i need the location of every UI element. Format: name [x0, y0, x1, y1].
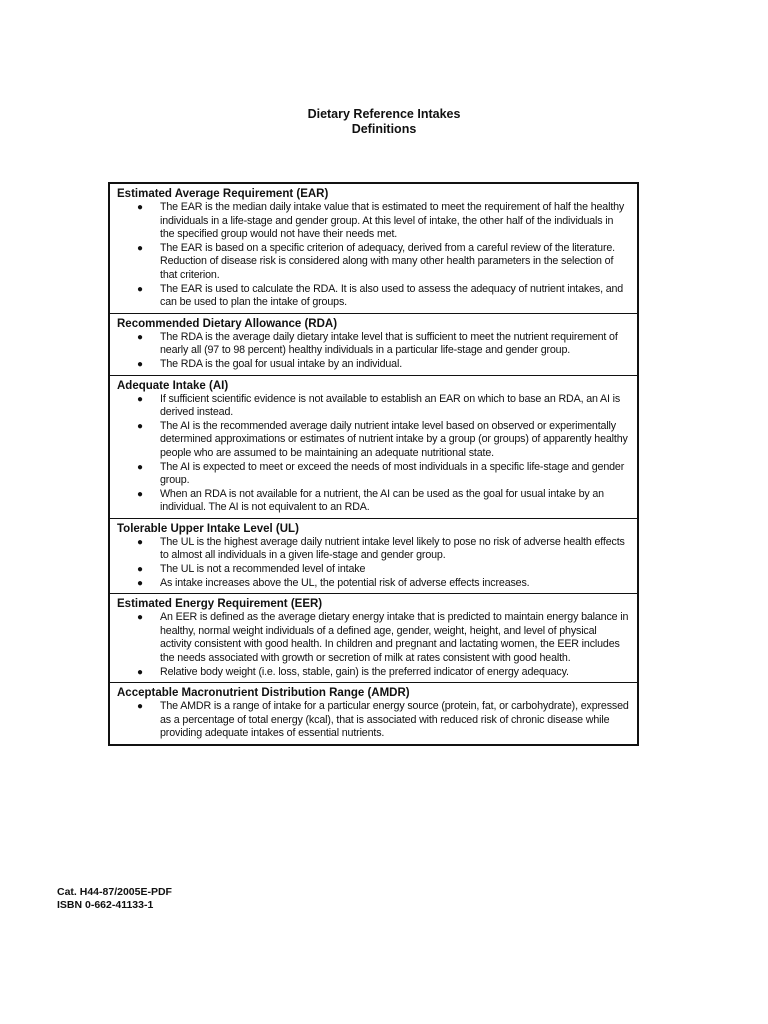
section-title: Recommended Dietary Allowance (RDA) — [117, 317, 338, 330]
bullet-text: The AI is expected to meet or exceed the needs of most individuals in a specific life-stage and gender group. — [160, 460, 625, 487]
bullet-text: As intake increases above the UL, the potential risk of adverse effects increases. — [160, 576, 530, 589]
bullet-list — [117, 201, 629, 310]
bullet-text: Relative body weight (i.e. loss, stable, gain) is the preferred indicator of energy adequacy. — [160, 665, 569, 678]
bullet-dot-icon: ● — [137, 536, 143, 548]
bullet-dot-icon: ● — [137, 564, 143, 576]
document-subtitle: Definitions — [351, 122, 417, 136]
bullet-dot-icon: ● — [137, 283, 143, 295]
bullet-list — [117, 393, 629, 515]
bullet-dot-icon: ● — [137, 358, 143, 370]
bullet-dot-icon: ● — [137, 420, 143, 432]
definitions-table — [108, 182, 639, 746]
bullet-item — [117, 461, 629, 488]
bullet-dot-icon: ● — [137, 488, 143, 500]
bullet-dot-icon: ● — [137, 577, 143, 589]
section-title: Estimated Average Requirement (EAR) — [117, 188, 329, 200]
bullet-item — [117, 666, 629, 680]
catalogue-number: Cat. H44-87/2005E-PDF — [57, 886, 172, 898]
document-header — [0, 107, 768, 137]
bullet-item — [117, 577, 629, 591]
bullet-text: The RDA is the goal for usual intake by an individual. — [160, 357, 403, 370]
bullet-text: The EAR is the median daily intake value that is estimated to meet the requirement of half the healthy individuals in a life-stage and gender group. At this level of intake, the other half of the individuals in the specified group would not have their needs met. — [160, 201, 625, 241]
section-title: Acceptable Macronutrient Distribution Range (AMDR) — [117, 687, 410, 700]
bullet-item — [117, 536, 629, 563]
bullet-item — [117, 563, 629, 577]
bullet-dot-icon: ● — [137, 461, 143, 473]
bullet-list — [117, 611, 629, 679]
bullet-text: The UL is not a recommended level of intake — [160, 563, 366, 576]
bullet-dot-icon: ● — [137, 701, 143, 713]
bullet-text: If sufficient scientific evidence is not available to establish an EAR on which to base an RDA, an AI is derived instead. — [160, 392, 621, 419]
bullet-dot-icon: ● — [137, 331, 143, 343]
definition-section-ul — [110, 518, 637, 593]
bullet-dot-icon: ● — [137, 666, 143, 678]
bullet-text: The AMDR is a range of intake for a particular energy source (protein, fat, or carbohydrate), expressed as a percentage of total energy (kcal), that is associated with reduced risk of chronic disease while providing adequate intakes of essential nutrients. — [160, 700, 629, 740]
section-title: Tolerable Upper Intake Level (UL) — [117, 522, 299, 535]
bullet-item — [117, 331, 629, 358]
bullet-dot-icon: ● — [137, 393, 143, 405]
bullet-text: When an RDA is not available for a nutrient, the AI can be used as the goal for usual intake by an individual. The AI is not equivalent to an RDA. — [160, 487, 604, 514]
bullet-item — [117, 283, 629, 310]
bullet-text: The RDA is the average daily dietary intake level that is sufficient to meet the nutrient requirement of nearly all (97 to 98 percent) healthy individuals in a particular life-stage and gender group. — [160, 330, 618, 357]
bullet-text: The EAR is based on a specific criterion of adequacy, derived from a careful review of the literature. Reduction of disease risk is considered along with many other health parameters in the selection of that criterion. — [160, 241, 615, 281]
bullet-item — [117, 420, 629, 461]
bullet-item — [117, 488, 629, 515]
bullet-dot-icon: ● — [137, 242, 143, 254]
section-title: Estimated Energy Requirement (EER) — [117, 598, 323, 611]
definition-section-rda — [110, 313, 637, 375]
definition-section-amdr — [110, 682, 637, 744]
section-title: Adequate Intake (AI) — [117, 379, 229, 392]
bullet-text: An EER is defined as the average dietary energy intake that is predicted to maintain energy balance in healthy, normal weight individuals of a defined age, gender, weight, height, and level of physical activity consistent with good health. In children and pregnant and lactating women, the EER includes the needs associated with growth or secretion of milk at rates consistent with good health. — [160, 611, 629, 665]
publication-info — [57, 886, 172, 912]
definition-section-eer — [110, 593, 637, 682]
bullet-dot-icon: ● — [137, 202, 143, 213]
bullet-dot-icon: ● — [137, 612, 143, 624]
bullet-item — [117, 242, 629, 283]
bullet-item — [117, 201, 629, 242]
document-title: Dietary Reference Intakes — [307, 107, 461, 121]
bullet-list — [117, 536, 629, 590]
bullet-text: The EAR is used to calculate the RDA. It is also used to assess the adequacy of nutrient intakes, and can be used to plan the intake of groups. — [160, 282, 624, 309]
bullet-item — [117, 700, 629, 741]
definition-section-ear — [110, 184, 637, 313]
bullet-item — [117, 393, 629, 420]
bullet-text: The UL is the highest average daily nutrient intake level likely to pose no risk of adverse health effects to almost all individuals in a given life-stage and gender group. — [160, 535, 625, 562]
bullet-list — [117, 700, 629, 741]
bullet-item — [117, 358, 629, 372]
bullet-item — [117, 611, 629, 665]
bullet-text: The AI is the recommended average daily nutrient intake level based on observed or experimentally determined approximations or estimates of nutrient intake by a group (or groups) of apparently healthy people who are assumed to be maintaining an adequate nutritional state. — [160, 419, 628, 459]
bullet-list — [117, 331, 629, 372]
isbn-number: ISBN 0-662-41133-1 — [57, 899, 154, 911]
definition-section-ai — [110, 375, 637, 518]
